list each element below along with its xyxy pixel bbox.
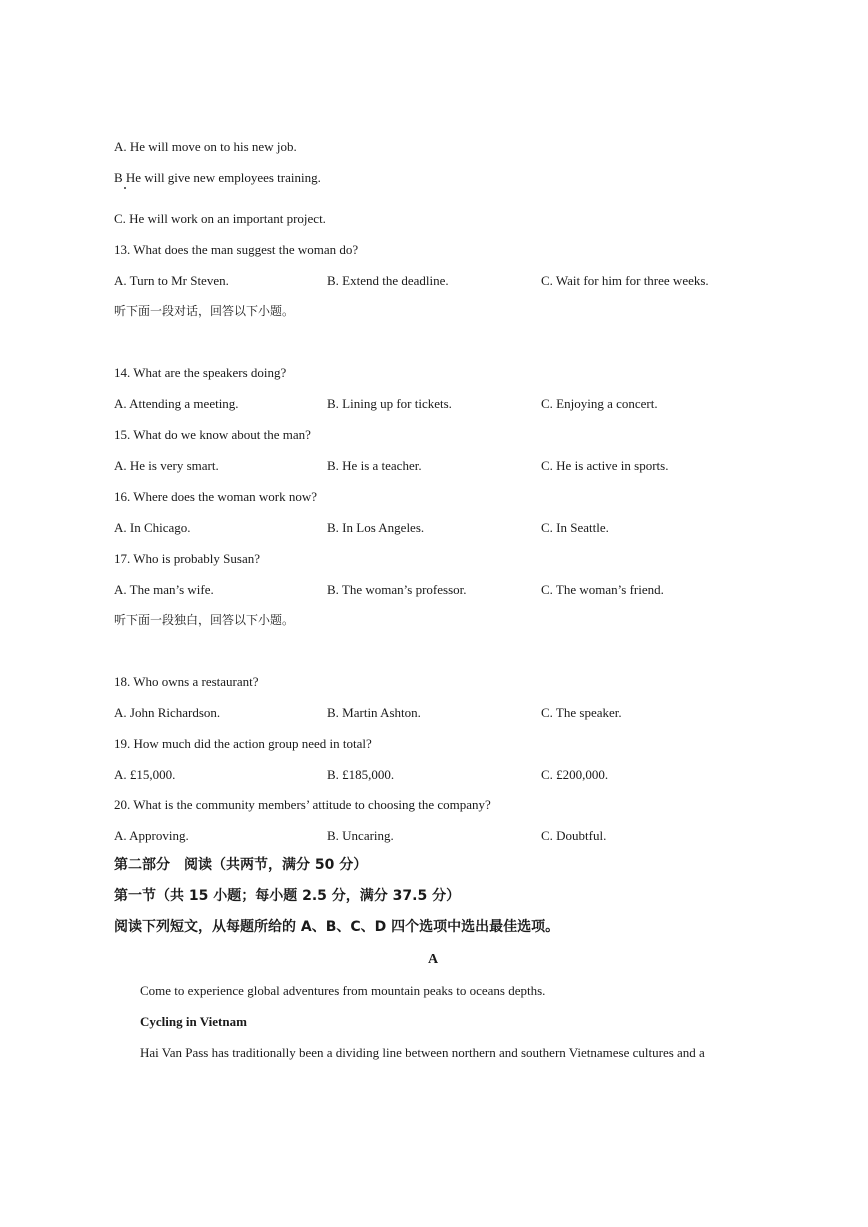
- q18-option-c: C. The speaker.: [541, 705, 622, 720]
- q13-option-c: C. Wait for him for three weeks.: [541, 273, 709, 288]
- section-one-heading: 第一节（共 15 小题；每小题 2.5 分，满分 37.5 分）: [114, 888, 461, 904]
- q13-question: 13. What does the man suggest the woman do?: [114, 242, 359, 257]
- q16-option-b: B. In Los Angeles.: [327, 520, 425, 535]
- q14-option-b: B. Lining up for tickets.: [327, 396, 452, 411]
- q18-question: 18. Who owns a restaurant?: [114, 674, 259, 689]
- q19-question: 19. How much did the action group need in total?: [114, 736, 372, 751]
- q14-option-c: C. Enjoying a concert.: [541, 396, 658, 411]
- q17-option-a: A. The man’s wife.: [114, 582, 214, 597]
- passage-subheading: Cycling in Vietnam: [140, 1014, 247, 1029]
- passage-title: A: [428, 952, 439, 967]
- q15-question: 15. What do we know about the man?: [114, 427, 311, 442]
- reading-instruction: 阅读下列短文，从每题所给的 A、B、C、D 四个选项中选出最佳选项。: [114, 919, 560, 935]
- listening-instruction-dialogue: 听下面一段对话，回答以下小题。: [114, 304, 295, 318]
- q15-option-c: C. He is active in sports.: [541, 458, 669, 473]
- q20-option-a: A. Approving.: [114, 828, 189, 843]
- q12-option-b: B He will give new employees training.: [114, 170, 321, 185]
- q19-option-a: A. £15,000.: [114, 767, 176, 782]
- q20-question: 20. What is the community members’ attitude to choosing the company?: [114, 797, 491, 812]
- q18-option-b: B. Martin Ashton.: [327, 705, 421, 720]
- passage-body: Hai Van Pass has traditionally been a dividing line between northern and southern Vietnamese cultures and a: [140, 1045, 705, 1060]
- q16-option-c: C. In Seattle.: [541, 520, 609, 535]
- q12-option-c: C. He will work on an important project.: [114, 211, 326, 226]
- stray-dot: [124, 187, 126, 189]
- listening-instruction-monologue: 听下面一段独白，回答以下小题。: [114, 613, 295, 627]
- q20-option-c: C. Doubtful.: [541, 828, 607, 843]
- q17-option-b: B. The woman’s professor.: [327, 582, 467, 597]
- q16-question: 16. Where does the woman work now?: [114, 489, 318, 504]
- part-two-heading: 第二部分 阅读（共两节，满分 50 分）: [114, 857, 368, 873]
- q13-option-a: A. Turn to Mr Steven.: [114, 273, 229, 288]
- q18-option-a: A. John Richardson.: [114, 705, 221, 720]
- q13-option-b: B. Extend the deadline.: [327, 273, 449, 288]
- q14-option-a: A. Attending a meeting.: [114, 396, 239, 411]
- q15-option-a: A. He is very smart.: [114, 458, 219, 473]
- q20-option-b: B. Uncaring.: [327, 828, 394, 843]
- q16-option-a: A. In Chicago.: [114, 520, 191, 535]
- q15-option-b: B. He is a teacher.: [327, 458, 422, 473]
- q19-option-c: C. £200,000.: [541, 767, 609, 782]
- q17-question: 17. Who is probably Susan?: [114, 551, 260, 566]
- q14-question: 14. What are the speakers doing?: [114, 365, 287, 380]
- q19-option-b: B. £185,000.: [327, 767, 395, 782]
- q17-option-c: C. The woman’s friend.: [541, 582, 664, 597]
- q12-option-a: A. He will move on to his new job.: [114, 139, 297, 154]
- passage-intro: Come to experience global adventures from mountain peaks to oceans depths.: [140, 983, 546, 998]
